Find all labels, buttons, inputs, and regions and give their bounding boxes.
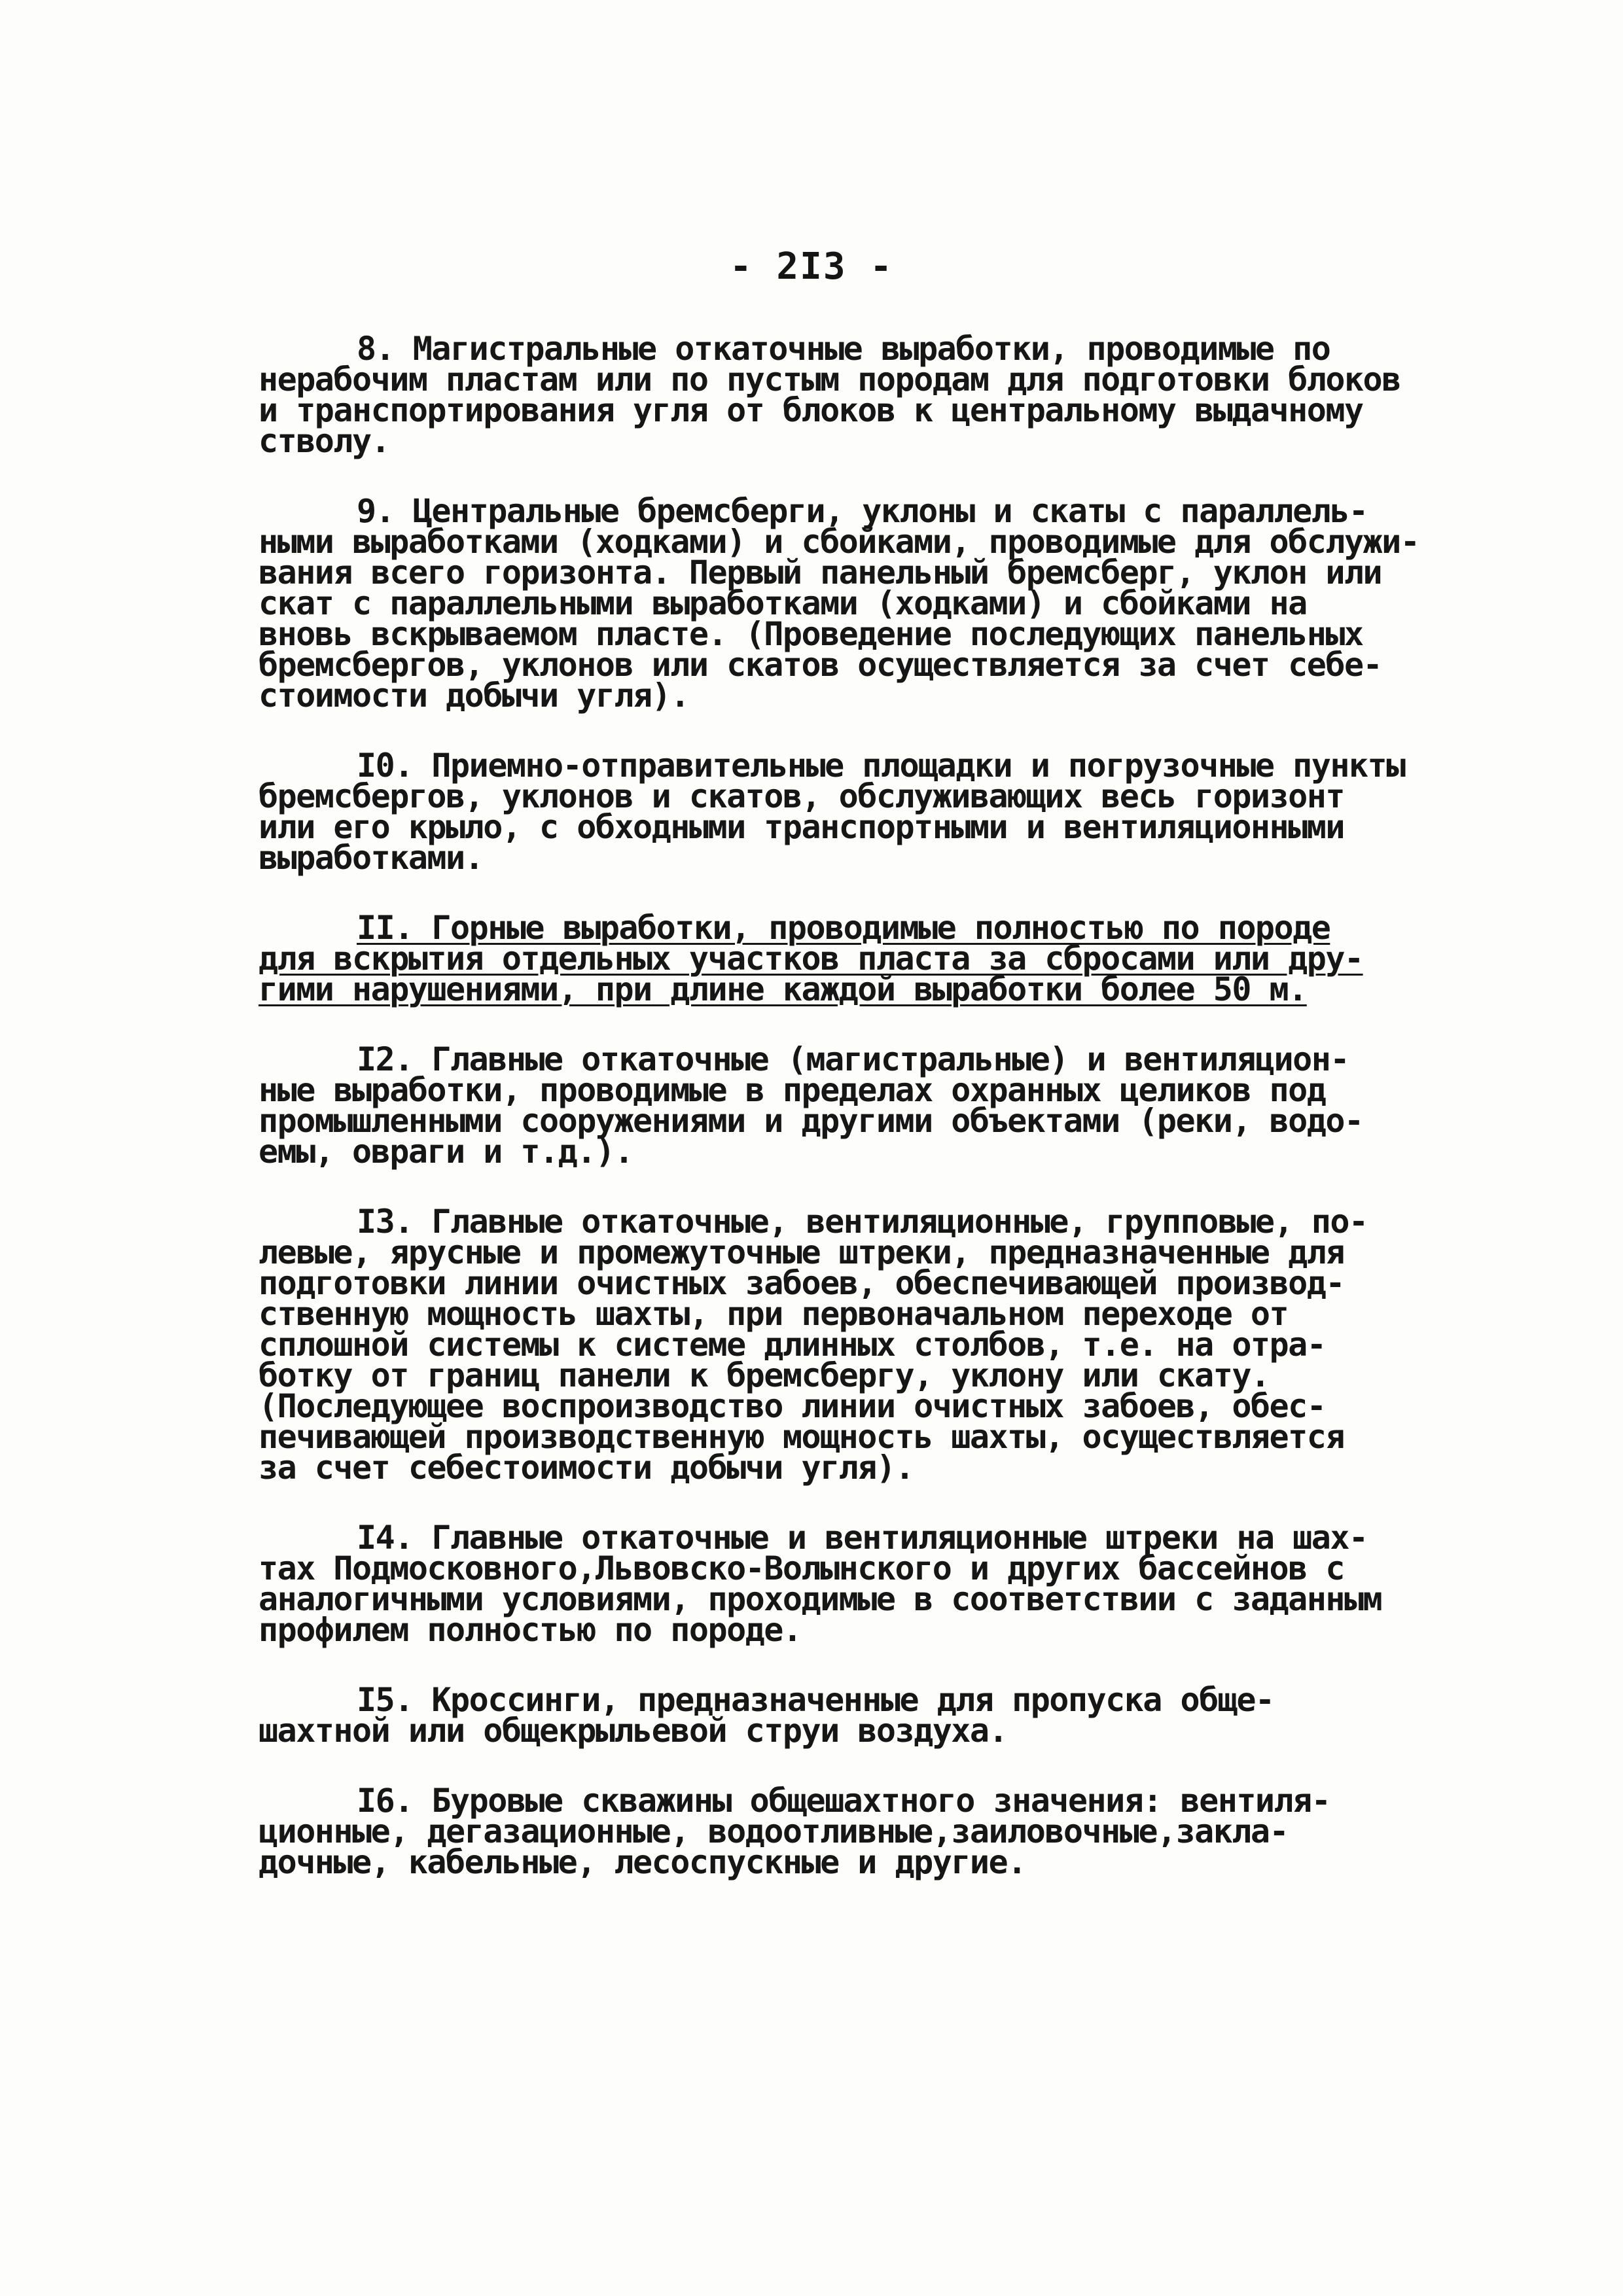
paragraph-line: стволу. bbox=[259, 422, 390, 460]
paragraph-line: ционные, дегазационные, водоотливные,заиловочные,закла- bbox=[259, 1812, 1289, 1850]
paragraph-line: ственную мощность шахты, при первоначальном переходе от bbox=[259, 1295, 1289, 1333]
paragraph-line: профилем полностью по породе. bbox=[259, 1611, 802, 1649]
paragraph-line: ными выработками (ходками) и сбойками, проводимые для обслужи- bbox=[259, 523, 1419, 561]
page-number: - 2I3 - bbox=[729, 245, 893, 288]
paragraph-line: или его крыло, с обходными транспортными и вентиляционными bbox=[259, 808, 1344, 846]
paragraph-line: (Последующее воспроизводство линии очистных забоев, обес- bbox=[259, 1387, 1326, 1425]
paragraph-14 bbox=[259, 1519, 1436, 1649]
paragraph-line: I0. Приемно-отправительные площадки и погрузочные пункты bbox=[357, 747, 1405, 785]
paragraph-line: для вскрытия отдельных участков пласта за сбросами или дру- bbox=[259, 940, 1363, 978]
paragraph-line: сплошной системы к системе длинных столбов, т.е. на отра- bbox=[259, 1326, 1326, 1364]
paragraph-line: тах Подмосковного,Львовско-Волынского и других бассейнов с bbox=[259, 1549, 1344, 1587]
paragraph-line: I4. Главные откаточные и вентиляционные штреки на шах- bbox=[357, 1519, 1368, 1557]
paragraph-line: шахтной или общекрыльевой струи воздуха. bbox=[259, 1712, 1008, 1750]
paragraph-line: дочные, кабельные, лесоспускные и другие. bbox=[259, 1843, 1026, 1881]
paragraph-line: бремсбергов, уклонов и скатов, обслуживающих весь горизонт bbox=[259, 777, 1344, 815]
paragraph-16 bbox=[259, 1782, 1436, 1881]
paragraph-line: левые, ярусные и промежуточные штреки, предназначенные для bbox=[259, 1233, 1344, 1271]
paragraph-line: вновь вскрываемом пласте. (Проведение последующих панельных bbox=[259, 615, 1363, 653]
paragraph-line: I6. Буровые скважины общешахтного значения: вентиля- bbox=[357, 1782, 1330, 1820]
paragraph-13 bbox=[259, 1203, 1436, 1487]
paragraph-10 bbox=[259, 747, 1436, 877]
paragraph-line: емы, овраги и т.д.). bbox=[259, 1133, 633, 1171]
paragraph-line: 9. Центральные бремсберги, уклоны и скаты с параллель- bbox=[357, 492, 1368, 530]
paragraph-line: бремсбергов, уклонов или скатов осуществляется за счет себе- bbox=[259, 646, 1382, 684]
paragraph-line: нерабочим пластам или по пустым породам для подготовки блоков bbox=[259, 361, 1400, 398]
paragraph-line: I3. Главные откаточные, вентиляционные, групповые, по- bbox=[357, 1203, 1368, 1241]
paragraph-line: стоимости добычи угля). bbox=[259, 677, 689, 715]
paragraph-line: I5. Кроссинги, предназначенные для пропуска обще- bbox=[357, 1681, 1274, 1719]
paragraph-line: подготовки линии очистных забоев, обеспечивающей производ- bbox=[259, 1264, 1344, 1302]
paragraph-line: за счет себестоимости добычи угля). bbox=[259, 1449, 914, 1487]
paragraph-line: 8. Магистральные откаточные выработки, проводимые по bbox=[357, 330, 1330, 368]
paragraph-12 bbox=[259, 1040, 1436, 1171]
paragraph-line: выработками. bbox=[259, 839, 484, 877]
document-body bbox=[259, 330, 1436, 1917]
paragraph-line: I2. Главные откаточные (магистральные) и вентиляцион- bbox=[357, 1040, 1349, 1078]
paragraph-9 bbox=[259, 492, 1436, 715]
paragraph-line: II. Горные выработки, проводимые полностью по породе bbox=[357, 909, 1330, 947]
paragraph-line: скат с параллельными выработками (ходками) и сбойками на bbox=[259, 584, 1307, 622]
paragraph-8 bbox=[259, 330, 1436, 460]
paragraph-line: печивающей производственную мощность шахты, осуществляется bbox=[259, 1418, 1344, 1456]
paragraph-line: ные выработки, проводимые в пределах охранных целиков под bbox=[259, 1071, 1326, 1109]
paragraph-line: вания всего горизонта. Первый панельный бремсберг, уклон или bbox=[259, 554, 1382, 592]
paragraph-11 bbox=[259, 909, 1436, 1008]
paragraph-15 bbox=[259, 1681, 1436, 1750]
paragraph-line: и транспортирования угля от блоков к центральному выдачному bbox=[259, 391, 1363, 429]
paragraph-line: аналогичными условиями, проходимые в соответствии с заданным bbox=[259, 1580, 1382, 1618]
paragraph-line: ботку от границ панели к бремсбергу, уклону или скату. bbox=[259, 1356, 1270, 1394]
paragraph-line: гими нарушениями, при длине каждой выработки более 50 м. bbox=[259, 970, 1307, 1008]
paragraph-line: промышленными сооружениями и другими объектами (реки, водо- bbox=[259, 1102, 1363, 1140]
